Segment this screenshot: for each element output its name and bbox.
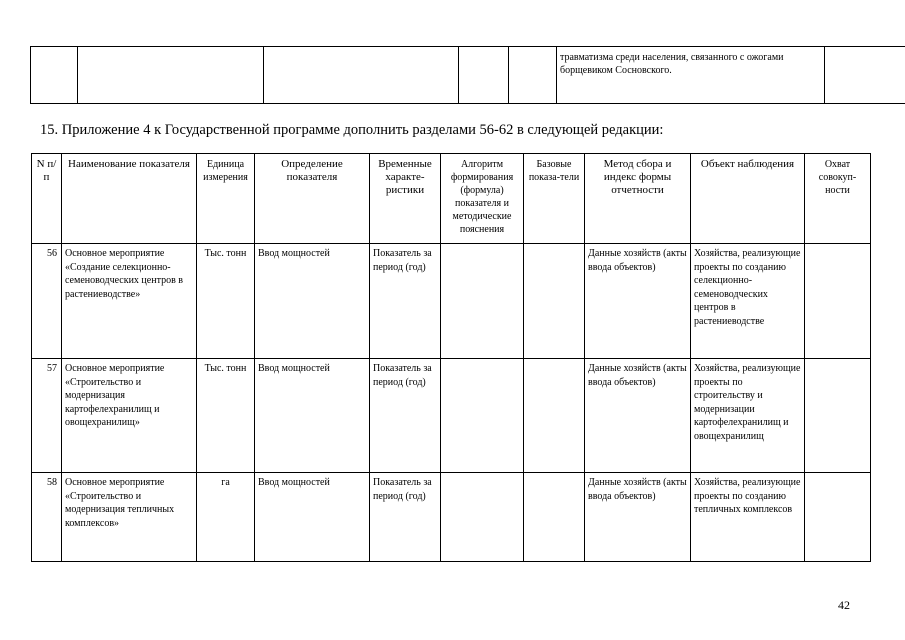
row-time: Показатель за период (год) xyxy=(370,244,441,359)
page-number: 42 xyxy=(838,598,850,612)
row-unit: Тыс. тонн xyxy=(197,359,255,473)
row-algorithm xyxy=(441,359,524,473)
table-row xyxy=(32,359,871,473)
row-object: Хозяйства, реализующие проекты по созданию селекционно-семеноводческих центров в растениеводстве xyxy=(691,244,805,359)
table-cell xyxy=(78,47,264,104)
header-algorithm: Алгоритм формирования (формула) показателя и методические пояснения xyxy=(441,154,524,244)
row-method: Данные хозяйств (акты ввода объектов) xyxy=(585,359,691,473)
continuation-indicator-text: травматизма среди населения, связанного с ожогами борщевиком Сосновского. xyxy=(560,52,784,76)
row-method: Данные хозяйств (акты ввода объектов) xyxy=(585,473,691,562)
row-name: Основное мероприятие «Создание селекционно-семеноводческих центров в растениеводстве» xyxy=(62,244,197,359)
header-name: Наименование показателя xyxy=(62,154,197,244)
table-cell xyxy=(31,47,78,104)
table-row xyxy=(32,244,871,359)
header-coverage: Охват совокуп-ности xyxy=(805,154,871,244)
table-cell xyxy=(509,47,557,104)
header-num: N п/п xyxy=(32,154,62,244)
row-base xyxy=(524,244,585,359)
row-coverage xyxy=(805,359,871,473)
table-cell xyxy=(825,47,905,104)
row-base xyxy=(524,473,585,562)
row-coverage xyxy=(805,473,871,562)
row-coverage xyxy=(805,244,871,359)
row-object: Хозяйства, реализующие проекты по созданию тепличных комплексов xyxy=(691,473,805,562)
table-header-row xyxy=(32,154,871,244)
indicators-table xyxy=(31,153,871,562)
row-object: Хозяйства, реализующие проекты по строительству и модернизации картофелехранилищ и овощехранилищ xyxy=(691,359,805,473)
row-algorithm xyxy=(441,244,524,359)
header-base: Базовые показа-тели xyxy=(524,154,585,244)
table-row xyxy=(32,473,871,562)
row-method: Данные хозяйств (акты ввода объектов) xyxy=(585,244,691,359)
row-num: 57 xyxy=(32,359,62,473)
row-name: Основное мероприятие «Строительство и модернизация картофелехранилищ и овощехранилищ» xyxy=(62,359,197,473)
header-object: Объект наблюдения xyxy=(691,154,805,244)
row-definition: Ввод мощностей xyxy=(255,244,370,359)
header-unit: Единица измерения xyxy=(197,154,255,244)
header-method: Метод сбора и индекс формы отчетности xyxy=(585,154,691,244)
row-num: 58 xyxy=(32,473,62,562)
row-num: 56 xyxy=(32,244,62,359)
section-heading: 15. Приложение 4 к Государственной программе дополнить разделами 56-62 в следующей редакции: xyxy=(40,122,664,138)
table-row xyxy=(31,47,905,104)
row-definition: Ввод мощностей xyxy=(255,473,370,562)
row-unit: га xyxy=(197,473,255,562)
header-time: Временные характе-ристики xyxy=(370,154,441,244)
table-cell xyxy=(264,47,459,104)
row-definition: Ввод мощностей xyxy=(255,359,370,473)
header-definition: Определение показателя xyxy=(255,154,370,244)
row-time: Показатель за период (год) xyxy=(370,359,441,473)
row-unit: Тыс. тонн xyxy=(197,244,255,359)
row-name: Основное мероприятие «Строительство и модернизация тепличных комплексов» xyxy=(62,473,197,562)
table-cell xyxy=(459,47,509,104)
row-time: Показатель за период (год) xyxy=(370,473,441,562)
row-base xyxy=(524,359,585,473)
row-algorithm xyxy=(441,473,524,562)
table-cell xyxy=(557,47,825,104)
continuation-table xyxy=(30,46,905,104)
